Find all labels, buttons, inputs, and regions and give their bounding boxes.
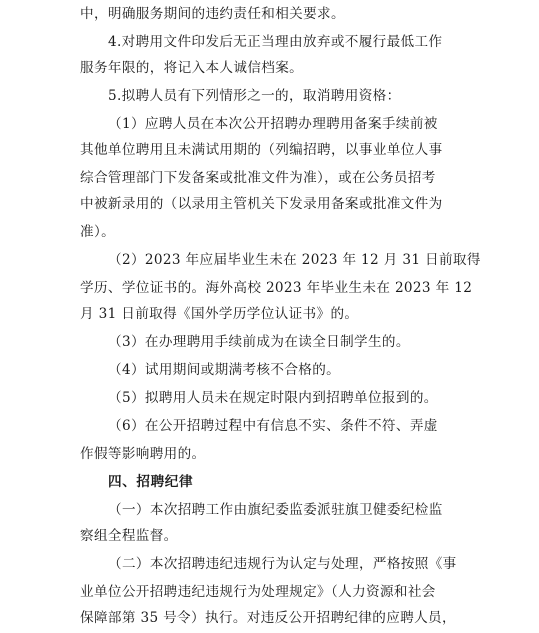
paragraph-line: 综合管理部门下发备案或批准文件为准），或在公务员招考 [80,170,436,186]
paragraph-line: 5.拟聘人员有下列情形之一的，取消聘用资格： [108,88,401,104]
paragraph-line: 作假等影响聘用的。 [80,446,206,462]
paragraph-line: 学历、学位证书的。海外高校 2023 年毕业生未在 2023 年 12 [80,280,473,296]
paragraph-line: （1）应聘人员在本次公开招聘办理聘用备案手续前被 [108,116,438,132]
paragraph-line: 察组全程监督。 [80,528,178,544]
paragraph-line: （4）试用期间或期满考核不合格的。 [108,362,341,378]
paragraph-line: 中，明确服务期间的违约责任和相关要求。 [80,6,345,22]
paragraph-line: （3）在办理聘用手续前成为在读全日制学生的。 [108,334,410,350]
paragraph-line: 服务年限的，将记入本人诚信档案。 [80,60,304,76]
paragraph-line: 月 31 日前取得《国外学历学位认证书》的。 [80,306,359,322]
paragraph-line: 4.对聘用文件印发后无正当理由放弃或不履行最低工作 [108,34,443,50]
section-heading: 四、招聘纪律 [108,474,194,490]
paragraph-line: （2）2023 年应届毕业生未在 2023 年 12 月 31 日前取得 [108,252,481,268]
paragraph-line: 中被新录用的（以录用主管机关下发录用备案或批准文件为 [80,196,443,212]
paragraph-line: （二）本次招聘违纪违规行为认定与处理，严格按照《事 [108,556,457,572]
paragraph-line: （一）本次招聘工作由旗纪委监委派驻旗卫健委纪检监 [108,502,443,518]
paragraph-line: （5）拟聘用人员未在规定时限内到招聘单位报到的。 [108,390,438,406]
paragraph-line: （6）在公开招聘过程中有信息不实、条件不符、弄虚 [108,418,438,434]
paragraph-line: 业单位公开招聘违纪违规行为处理规定》（人力资源和社会 [80,584,436,600]
paragraph-line: 其他单位聘用且未满试用期的（列编招聘，以事业单位人事 [80,142,443,158]
paragraph-line: 准）。 [80,224,116,240]
paragraph-line: 保障部第 35 号令）执行。对违反公开招聘纪律的应聘人员， [80,610,456,626]
